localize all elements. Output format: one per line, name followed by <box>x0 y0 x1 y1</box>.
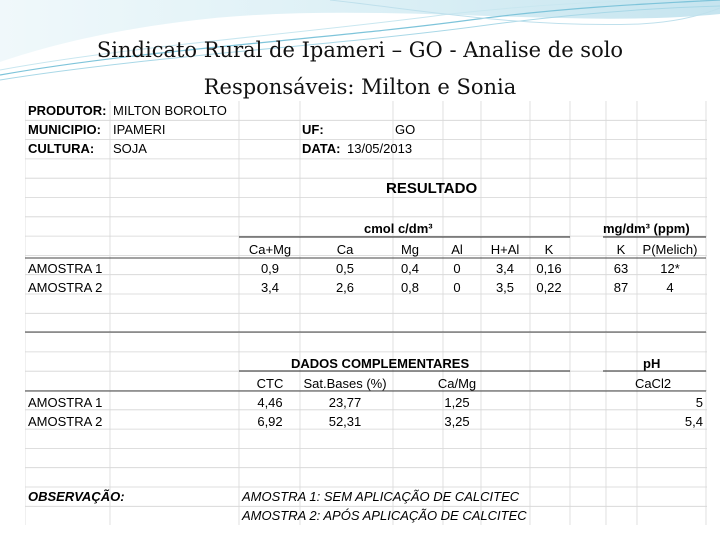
slide-subtitle: Responsáveis: Milton e Sonia <box>203 75 517 99</box>
resultado-cell: 0,5 <box>335 261 355 276</box>
complementares-cell: 5 <box>695 395 703 410</box>
resultado-cell: 63 <box>613 261 629 276</box>
complementares-row-label: AMOSTRA 2 <box>28 414 103 429</box>
col-k-mg: K <box>616 242 626 257</box>
municipio-label: MUNICIPIO: <box>28 122 101 137</box>
resultado-cell: 4 <box>666 280 674 295</box>
resultado-cell: 3,5 <box>495 280 515 295</box>
municipio-value: IPAMERI <box>113 122 166 137</box>
complementares-cell: 4,46 <box>257 395 283 410</box>
complementares-cell: 3,25 <box>444 414 470 429</box>
col-p-melich: P(Melich) <box>642 242 698 257</box>
ph-title: pH <box>643 356 661 371</box>
unit-mg: mg/dm³ (ppm) <box>603 221 690 236</box>
resultado-row-label: AMOSTRA 1 <box>28 261 103 276</box>
col-sat-bases: Sat.Bases (%) <box>303 376 387 391</box>
observacao-line2: AMOSTRA 2: APÓS APLICAÇÃO DE CALCITEC <box>242 508 527 523</box>
col-cacl2: CaCl2 <box>634 376 672 391</box>
complementares-row-label: AMOSTRA 1 <box>28 395 103 410</box>
produtor-label: PRODUTOR: <box>28 103 107 118</box>
observacao-label: OBSERVAÇÃO: <box>28 489 125 504</box>
resultado-cell: 0,4 <box>400 261 420 276</box>
soil-analysis-sheet <box>25 101 707 525</box>
resultado-cell: 12* <box>660 261 680 276</box>
resultado-cell: 0,22 <box>536 280 562 295</box>
resultado-cell: 3,4 <box>495 261 515 276</box>
data-value: 13/05/2013 <box>347 141 413 156</box>
uf-value: GO <box>395 122 416 137</box>
resultado-cell: 0 <box>453 280 461 295</box>
col-k-cmol: K <box>544 242 554 257</box>
resultado-cell: 3,4 <box>260 280 280 295</box>
col-ctc: CTC <box>256 376 284 391</box>
col-h-al: H+Al <box>490 242 520 257</box>
complementares-cell: 5,4 <box>684 414 703 429</box>
col-mg: Mg <box>400 242 420 257</box>
resultado-row-label: AMOSTRA 2 <box>28 280 103 295</box>
cultura-value: SOJA <box>113 141 147 156</box>
complementares-cell: 1,25 <box>444 395 470 410</box>
slide-title: Sindicato Rural de Ipameri – GO - Analise de solo <box>96 38 624 62</box>
complementares-cell: 52,31 <box>328 414 362 429</box>
uf-label: UF: <box>302 122 324 137</box>
col-ca-mg-ratio: Ca/Mg <box>437 376 477 391</box>
observacao-line1: AMOSTRA 1: SEM APLICAÇÃO DE CALCITEC <box>242 489 520 504</box>
col-al: Al <box>451 242 463 257</box>
unit-cmol: cmol c/dm³ <box>364 221 433 236</box>
produtor-value: MILTON BOROLTO <box>113 103 227 118</box>
sheet-gridlines <box>25 101 707 525</box>
complementares-title: DADOS COMPLEMENTARES <box>291 356 470 371</box>
data-label: DATA: <box>302 141 341 156</box>
col-ca-mg: Ca+Mg <box>248 242 292 257</box>
cultura-label: CULTURA: <box>28 141 95 156</box>
resultado-cell: 0,16 <box>536 261 562 276</box>
complementares-cell: 6,92 <box>257 414 283 429</box>
resultado-cell: 87 <box>613 280 629 295</box>
resultado-title: RESULTADO <box>386 180 478 197</box>
complementares-cell: 23,77 <box>328 395 362 410</box>
resultado-cell: 0,9 <box>260 261 280 276</box>
col-ca: Ca <box>336 242 354 257</box>
resultado-cell: 0 <box>453 261 461 276</box>
resultado-cell: 2,6 <box>335 280 355 295</box>
resultado-cell: 0,8 <box>400 280 420 295</box>
